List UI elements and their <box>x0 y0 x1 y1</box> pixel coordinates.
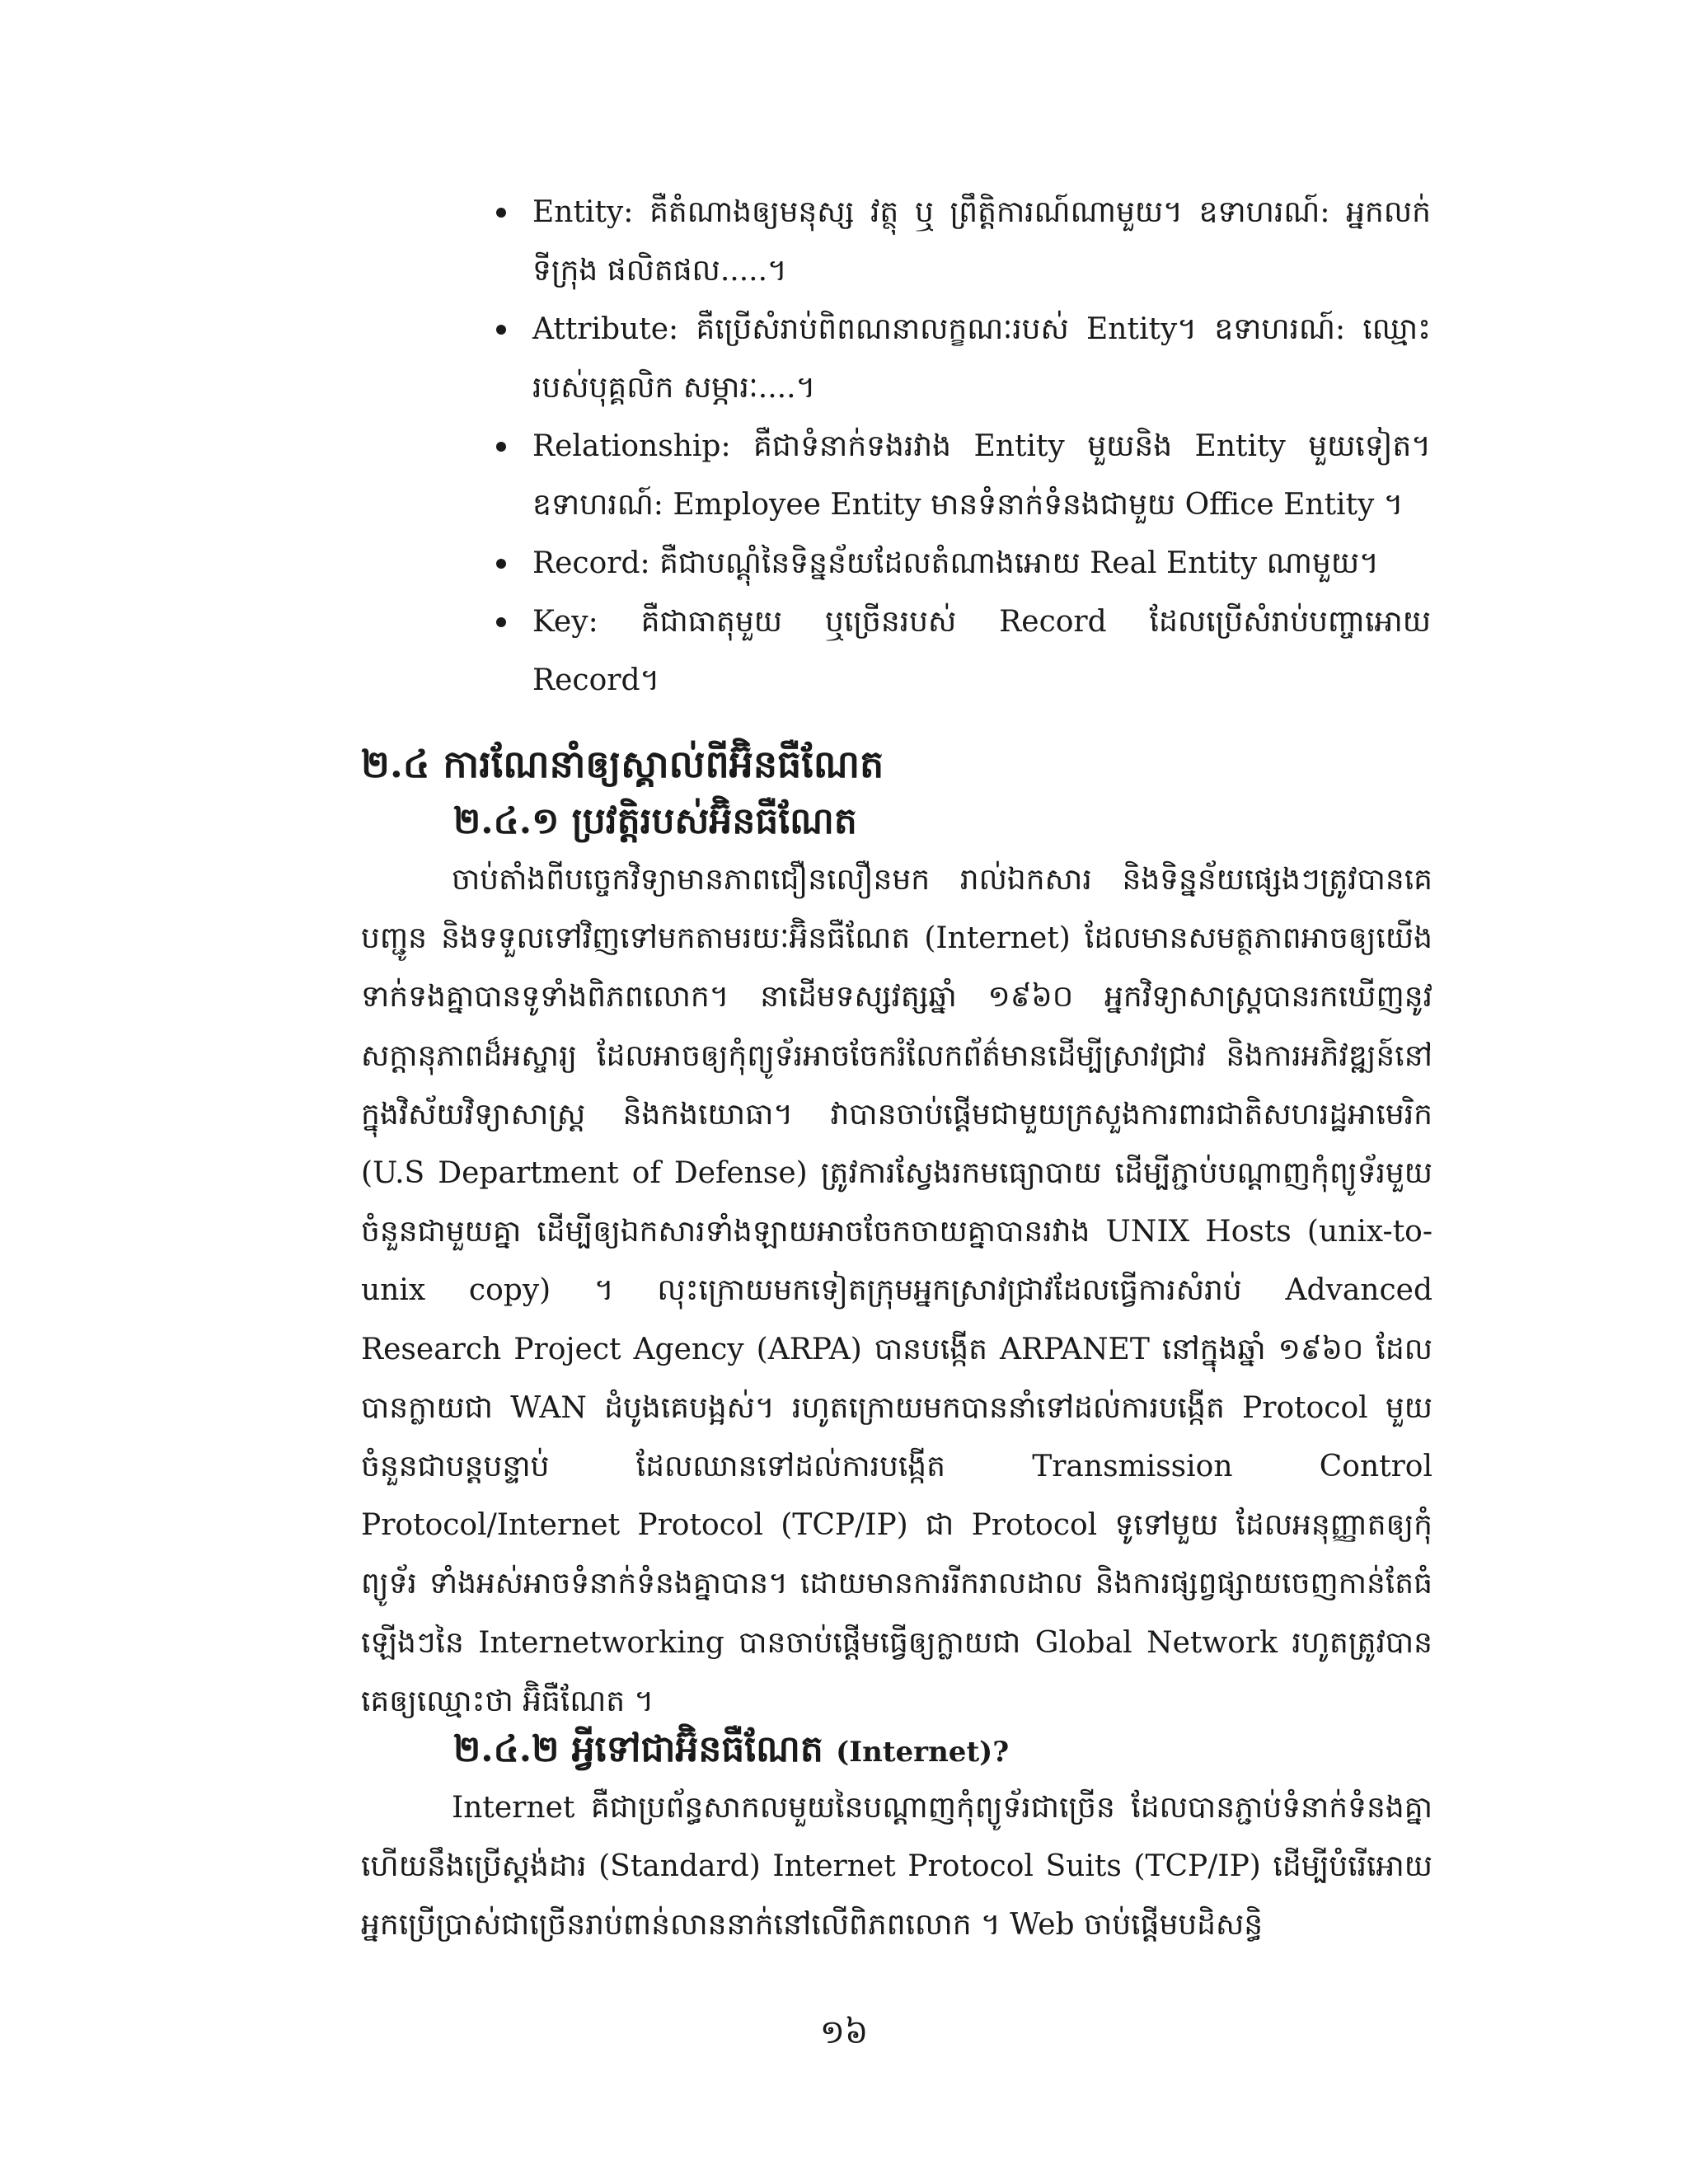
bullet-text: Relationship: គឺជាទំនាក់ទងរវាង Entity មួយនិង Entity មួយទៀត។ ឧទាហរណ៍: Employee Entity មានទំនាក់ទំនងជាមួយ Office Entity ។ <box>532 429 1431 522</box>
bullet-dot <box>496 208 506 218</box>
subsection-heading-history: ២.៤.១ ប្រវត្តិរបស់អ៊ិនធឺណែត <box>453 800 857 842</box>
bullet-text: Key: គឺជាធាតុមួយ ឬច្រើនរបស់ Record ដែលប្រើសំរាប់បញ្ចាអោយ Record។ <box>532 605 1431 697</box>
bullet-record <box>491 534 1431 593</box>
section-heading: ២.៤ ការណែនាំឲ្យស្គាល់ពីអ៊ិនធឺណែត <box>361 742 884 786</box>
history-paragraph: ចាប់តាំងពីបច្ចេកវិទ្យាមានភាពជឿនលឿនមក រាល់ឯកសារ និងទិន្នន័យផ្សេងៗត្រូវបានគេបញ្ជូន និងទទួលទៅវិញទៅមកតាមរយៈអ៊ិនធឺណែត (Internet) ដែលមានសមត្ថភាពអាចឲ្យយើងទាក់ទងគ្នាបានទូទាំងពិភពលោក។ នាដើមទស្សវត្សឆ្នាំ ១៩៦០ អ្នកវិទ្យាសាស្រ្តបានរកឃើញនូវសក្តានុភាពដ៏អស្ចារ្យ ដែលអាចឲ្យកុំព្យូទ័រអាចចែករំលែកព័ត៌មានដើម្បីស្រាវជ្រាវ និងការអភិវឌ្ឍន៍នៅក្នុងវិស័យវិទ្យាសាស្រ្ត និងកងយោធា។ វាបានចាប់ផ្តើមជាមួយក្រសួងការពារជាតិសហរដ្ឋអាមេរិក (U.S Department of Defense) ត្រូវការស្វែងរកមធ្យោបាយ ដើម្បីភ្ជាប់បណ្តាញកុំព្យូទ័រមួយចំនួនជាមួយគ្នា ដើម្បីឲ្យឯកសារទាំងឡាយអាចចែកចាយគ្នាបានរវាង UNIX Hosts (unix-to-unix copy) ។ លុះក្រោយមកទៀតក្រុមអ្នកស្រាវជ្រាវដែលធ្វើការសំរាប់ Advanced Research Project Agency (ARPA) បានបង្កើត ARPANET នៅក្នុងឆ្នាំ ១៩៦០ ដែលបានក្លាយជា WAN ដំបូងគេបង្អស់។ រហូតក្រោយមកបាននាំទៅដល់ការបង្កើត Protocol មួយចំនួនជាបន្តបន្ទាប់ ដែលឈានទៅដល់ការបង្កើត Transmission Control Protocol/Internet Protocol (TCP/IP) ជា Protocol ទូទៅមួយ ដែលអនុញ្ញាតឲ្យកុំព្យូទ័រ ទាំងអស់អាចទំនាក់ទំនងគ្នាបាន។ ដោយមានការរីករាលដាល និងការផ្សព្វផ្សាយចេញកាន់តែធំឡើងៗនៃ Internetworking បានចាប់ផ្តើមធ្វើឲ្យក្លាយជា Global Network រហូតត្រូវបានគេឲ្យឈ្មោះថា អ៊ិធឺណែត ។ <box>361 863 1432 1718</box>
bullet-text: Attribute: គឺប្រើសំរាប់ពិពណនាលក្ខណៈរបស់ Entity។ ឧទាហរណ៍: ឈ្មោះរបស់បុគ្គលិក សម្ភារៈ....។ <box>532 312 1431 405</box>
bullet-text: Record: គឺជាបណ្តុំនៃទិន្នន័យដែលតំណាងអោយ Real Entity ណាមួយ។ <box>532 546 1379 580</box>
bullet-dot <box>496 325 506 335</box>
bullet-relationship <box>491 417 1431 534</box>
bullet-dot <box>496 442 506 452</box>
subsection-heading-text: ២.៤.២ អ្វីទៅជាអ៊ិនធឺណែត <box>453 1728 823 1770</box>
subsection-heading-latin: (Internet)? <box>836 1736 1010 1769</box>
bullet-dot <box>496 617 506 627</box>
bullet-entity <box>491 183 1431 300</box>
bullet-key <box>491 593 1431 710</box>
subsection-heading-what-is-internet <box>453 1721 1009 1781</box>
definition-paragraph: Internet គឺជាប្រព័ន្ធសាកលមួយនៃបណ្តាញកុំព្យូទ័រជាច្រើន ដែលបានភ្ជាប់ទំនាក់ទំនងគ្នា ហើយនឹងប្រើស្តង់ដារ (Standard) Internet Protocol Suits (TCP/IP) ដើម្បីបំរើអោយអ្នកប្រើប្រាស់ជាច្រើនរាប់ពាន់លាននាក់នៅលើពិភពលោក ។ Web ចាប់ផ្តើមបដិសន្ធិ <box>361 1791 1432 1943</box>
page-number: ១៦ <box>819 2013 869 2051</box>
definition-list <box>491 183 1431 710</box>
bullet-attribute <box>491 300 1431 417</box>
bullet-text: Entity: គឺតំណាងឲ្យមនុស្ស វត្ថុ ឬ ព្រឹត្តិការណ៍ណាមួយ។ ឧទាហរណ៍: អ្នកលក់ ទីក្រុង ផលិតផល.....។ <box>532 195 1431 288</box>
bullet-dot <box>496 559 506 569</box>
